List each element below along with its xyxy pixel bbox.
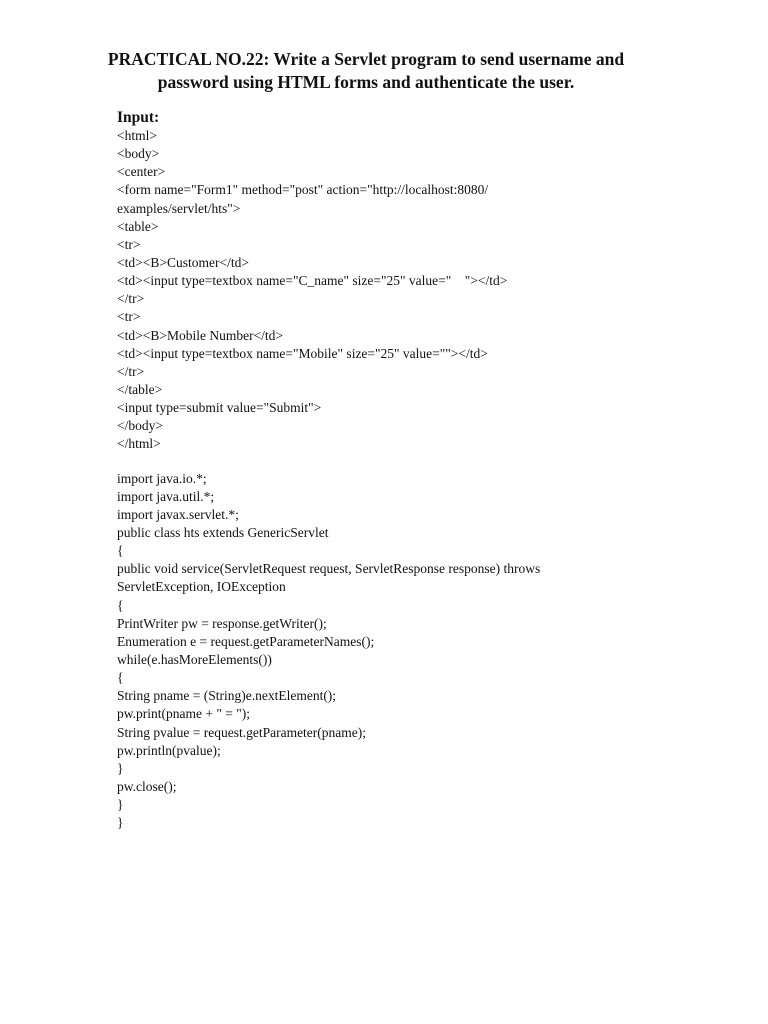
java-code-line: {: [117, 597, 124, 613]
html-code-line: <tr>: [117, 236, 141, 252]
java-code-line: public class hts extends GenericServlet: [117, 524, 329, 540]
java-code-line: pw.print(pname + " = ");: [117, 706, 250, 722]
title-line-1: PRACTICAL NO.22: Write a Servlet program to send username and: [107, 49, 625, 69]
html-code-line: </body>: [117, 418, 163, 434]
html-code-line: <td><B>Mobile Number</td>: [117, 327, 284, 343]
html-code-line: </table>: [117, 381, 163, 397]
html-code-line: <input type=submit value="Submit">: [117, 400, 322, 416]
java-code-line: String pvalue = request.getParameter(pname);: [117, 724, 367, 740]
html-code-line: <tr>: [117, 309, 141, 325]
java-code-line: PrintWriter pw = response.getWriter();: [117, 615, 327, 631]
practical-title: [60, 48, 672, 94]
html-code-line: <form name="Form1" method="post" action="http://localhost:8080/: [117, 182, 489, 198]
html-code-line: <center>: [117, 164, 166, 180]
java-code-line: {: [117, 670, 124, 686]
java-code-line: while(e.hasMoreElements()): [117, 651, 272, 667]
document-content: [117, 108, 737, 832]
section-gap: [117, 454, 737, 470]
java-code-line: String pname = (String)e.nextElement();: [117, 688, 337, 704]
input-label: Input:: [117, 109, 160, 126]
html-code-line: <table>: [117, 218, 159, 234]
html-code-block: [117, 127, 737, 454]
java-code-block: [117, 470, 737, 833]
java-code-line: import javax.servlet.*;: [117, 506, 239, 522]
java-code-line: pw.println(pvalue);: [117, 742, 221, 758]
java-code-line: ServletException, IOException: [117, 579, 286, 595]
java-code-line: pw.close();: [117, 778, 177, 794]
html-code-line: examples/servlet/hts">: [117, 200, 241, 216]
html-code-line: <td><input type=textbox name="C_name" size="25" value=" "></td>: [117, 273, 508, 289]
java-code-line: import java.io.*;: [117, 470, 207, 486]
html-code-line: </tr>: [117, 291, 145, 307]
java-code-line: }: [117, 797, 124, 813]
java-code-line: }: [117, 760, 124, 776]
html-code-line: </tr>: [117, 363, 145, 379]
java-code-line: Enumeration e = request.getParameterNames();: [117, 633, 375, 649]
java-code-line: }: [117, 815, 124, 831]
title-line-2: password using HTML forms and authenticate the user.: [157, 72, 575, 92]
java-code-line: public void service(ServletRequest request, ServletResponse response) throws: [117, 561, 541, 577]
html-code-line: <body>: [117, 146, 160, 162]
java-code-line: import java.util.*;: [117, 488, 215, 504]
html-code-line: </html>: [117, 436, 161, 452]
html-code-line: <td><B>Customer</td>: [117, 254, 249, 270]
html-code-line: <td><input type=textbox name="Mobile" size="25" value=""></td>: [117, 345, 488, 361]
html-code-line: <html>: [117, 128, 157, 143]
java-code-line: {: [117, 543, 124, 559]
